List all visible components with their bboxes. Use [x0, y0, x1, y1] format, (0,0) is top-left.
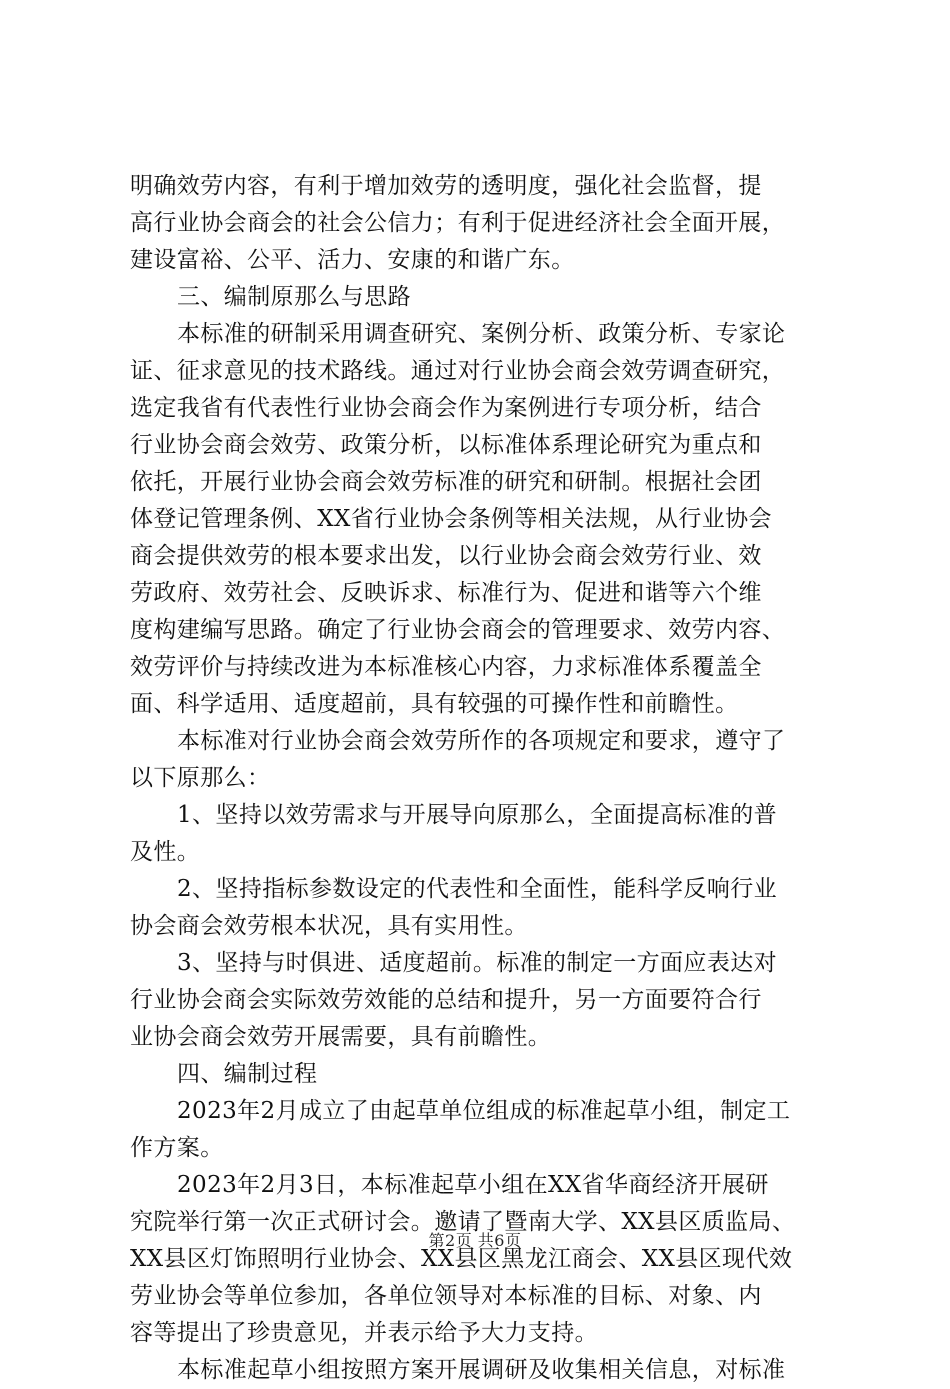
- text-line: 2023年2月成立了由起草单位组成的标准起草小组，制定工: [177, 1098, 791, 1124]
- text-line: 作方案。: [130, 1135, 224, 1161]
- page-number-footer: 第2页 共6页: [428, 1231, 522, 1250]
- text-line: 面、科学适用、适度超前，具有较强的可操作性和前瞻性。: [130, 691, 739, 717]
- text-line: 业协会商会效劳开展需要，具有前瞻性。: [130, 1024, 552, 1050]
- text-line: 商会提供效劳的根本要求出发，以行业协会商会效劳行业、效: [130, 543, 762, 569]
- text-line: 度构建编写思路。确定了行业协会商会的管理要求、效劳内容、: [130, 617, 786, 643]
- text-line: 本标准起草小组按照方案开展调研及收集相关信息，对标准: [177, 1357, 786, 1383]
- text-line: 2023年2月3日，本标准起草小组在XX省华商经济开展研: [177, 1172, 769, 1198]
- text-line: 明确效劳内容，有利于增加效劳的透明度，强化社会监督，提: [130, 173, 762, 199]
- text-line: 究院举行第一次正式研讨会。邀请了暨南大学、XX县区质监局、: [130, 1209, 796, 1235]
- text-line: 建设富裕、公平、活力、安康的和谐广东。: [130, 247, 575, 273]
- text-line: 本标准对行业协会商会效劳所作的各项规定和要求，遵守了: [177, 728, 786, 754]
- text-line: 本标准的研制采用调查研究、案例分析、政策分析、专家论: [177, 321, 786, 347]
- text-line: 行业协会商会效劳、政策分析，以标准体系理论研究为重点和: [130, 432, 762, 458]
- text-line: 行业协会商会实际效劳效能的总结和提升，另一方面要符合行: [130, 987, 762, 1013]
- list-item: 1、坚持以效劳需求与开展导向原那么，全面提高标准的普: [177, 802, 778, 828]
- text-line: 依托，开展行业协会商会效劳标准的研究和研制。根据社会团: [130, 469, 762, 495]
- list-item: 2、坚持指标参数设定的代表性和全面性，能科学反响行业: [177, 876, 778, 902]
- text-line: XX县区灯饰照明行业协会、XX县区黑龙江商会、XX县区现代效: [130, 1246, 793, 1272]
- text-line: 证、征求意见的技术路线。通过对行业协会商会效劳调查研究，: [130, 358, 786, 384]
- document-body: [130, 168, 830, 1389]
- text-line: 及性。: [130, 839, 201, 865]
- text-line: 体登记管理条例、XX省行业协会条例等相关法规，从行业协会: [130, 506, 772, 532]
- text-line: 协会商会效劳根本状况，具有实用性。: [130, 913, 528, 939]
- text-line: 以下原那么：: [130, 765, 271, 791]
- text-line: 选定我省有代表性行业协会商会作为案例进行专项分析，结合: [130, 395, 762, 421]
- section-heading: 三、编制原那么与思路: [177, 284, 411, 310]
- section-heading: 四、编制过程: [177, 1061, 318, 1087]
- text-line: 容等提出了珍贵意见，并表示给予大力支持。: [130, 1320, 598, 1346]
- text-line: 劳业协会等单位参加，各单位领导对本标准的目标、对象、内: [130, 1283, 762, 1309]
- list-item: 3、坚持与时俱进、适度超前。标准的制定一方面应表达对: [177, 950, 778, 976]
- text-line: 劳政府、效劳社会、反映诉求、标准行为、促进和谐等六个维: [130, 580, 762, 606]
- text-line: 效劳评价与持续改进为本标准核心内容，力求标准体系覆盖全: [130, 654, 762, 680]
- text-line: 高行业协会商会的社会公信力；有利于促进经济社会全面开展，: [130, 210, 786, 236]
